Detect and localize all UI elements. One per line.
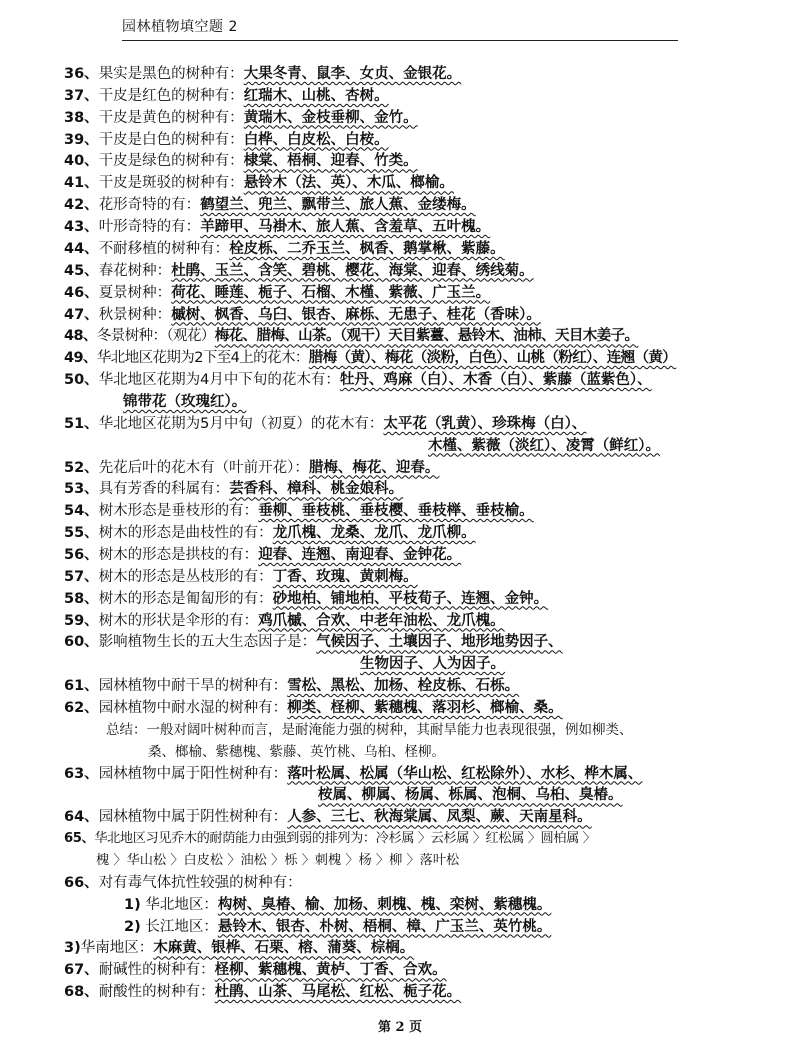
list-item: 57、树木的形态是丛枝形的有：丁香、玫瑰、黄刺梅。 [64, 568, 418, 585]
answer-text: 梅花、腊梅、山茶。（观干）天目紫薹、悬铃木、油柿、天目木姜子。 [214, 328, 639, 345]
list-item-continuation [123, 392, 246, 412]
list-item [64, 938, 414, 958]
answer-text: 大果冬青、鼠李、女贞、金银花。 [243, 66, 462, 82]
answer-text: 木麻黄、银桦、石栗、榕、蒲葵、棕榈。 [153, 940, 415, 957]
answer-text: 太平花（乳黄）、珍珠梅（白）、 [383, 415, 587, 432]
answer-text: 牡丹、鸡麻（白）、木香（白）、紫藤（蓝紫色）、 [339, 372, 652, 388]
page-header [122, 14, 678, 41]
list-item: 37、干皮是红色的树种有：红瑞木、山桃、杏树。 [64, 87, 389, 104]
item-number: 3) [64, 940, 81, 957]
answer-text: 鸡爪槭、合欢、中老年油松、龙爪槐。 [258, 612, 505, 629]
list-item: 47、秋景树种：槭树、枫香、乌臼、银杏、麻栎、无患子、桂花（香味）。 [64, 306, 541, 323]
answer-text: 腊梅、梅花、迎春。 [308, 459, 440, 476]
list-item: 64、园林植物中属于阴性树种有：人参、三七、秋海棠属、凤梨、蕨、天南星科。 [64, 809, 592, 826]
list-item-continuation [428, 436, 660, 456]
list-item: 39、干皮是白色的树种有：白桦、白皮松、白桉。 [64, 131, 389, 148]
list-item: 50、华北地区花期为4月中下旬的花木有：牡丹、鸡麻（白）、木香（白）、紫藤（蓝紫色）、 [64, 372, 652, 388]
list-item: 45、春花树种：杜鹃、玉兰、含笑、碧桃、樱花、海棠、迎春、绣线菊。 [64, 262, 534, 279]
answer-text: 白桦、白皮松、白桉。 [243, 131, 389, 148]
list-item-continuation [360, 654, 505, 674]
list-item: 55、树木的形态是曲枝性的有：龙爪槐、龙桑、龙爪、龙爪柳。 [64, 525, 476, 542]
answer-text: 荷花、睡莲、栀子、石榴、木槿、紫薇、广玉兰。 [171, 284, 491, 301]
answer-text: 锦带花（玫瑰红）。 [123, 393, 247, 410]
answer-text: 桉属、柳属、杨属、栎属、泡桐、乌桕、臭椿。 [318, 787, 623, 804]
answer-text: 棣棠、梧桐、迎春、竹类。 [243, 153, 418, 170]
sub-list-item: 1) 华北地区：构树、臭椿、榆、加杨、刺槐、槐、栾树、紫穗槐。 [124, 896, 552, 913]
answer-text: 雪松、黑松、加杨、栓皮栎、石栎。 [287, 678, 520, 695]
list-item: 40、干皮是绿色的树种有：棣棠、梧桐、迎春、竹类。 [64, 153, 418, 170]
answer-text: 黄瑞木、金枝垂柳、金竹。 [243, 109, 418, 126]
list-item: 66、对有毒气体抗性较强的树种有： [64, 874, 302, 891]
list-item: 42、花形奇特的有：鹤望兰、兜兰、飘带兰、旅人蕉、金缕梅。 [64, 197, 476, 214]
item-label: 耐碱性的树种有： [98, 962, 215, 979]
answer-text: 鹤望兰、兜兰、飘带兰、旅人蕉、金缕梅。 [200, 197, 476, 214]
answer-text: 柽柳、紫穗槐、黄栌、丁香、合欢。 [214, 962, 447, 979]
answer-text: 龙爪槐、龙桑、龙爪、龙爪柳。 [272, 525, 476, 542]
answer-text: 栓皮栎、二乔玉兰、枫香、鹅掌楸、紫藤。 [229, 240, 505, 257]
answer-text: 构树、臭椿、榆、加杨、刺槐、槐、栾树、紫穗槐。 [217, 896, 552, 913]
answer-text: 悬铃木、银杏、朴树、梧桐、樟、广玉兰、英竹桃。 [217, 918, 552, 935]
answer-text: 杜鹃、山茶、马尾松、红松、栀子花。 [214, 984, 462, 1001]
list-item: 59、树木的形状是伞形的有：鸡爪槭、合欢、中老年油松、龙爪槐。 [64, 612, 505, 629]
answer-text: 人参、三七、秋海棠属、凤梨、蕨、天南星科。 [287, 809, 592, 826]
list-item: 49、华北地区花期为2下至4上的花木：腊梅（黄）、梅花（淡粉，白色）、山桃（粉红）、连翘（黄） [64, 350, 677, 367]
answer-text: 悬铃木（法、英）、木瓜、榔榆。 [243, 175, 454, 192]
answer-text: 落叶松属、松属（华山松、红松除外）、水杉、桦木属、 [287, 765, 643, 782]
item-label: 耐酸性的树种有： [98, 984, 215, 1001]
item-label: 华南地区： [80, 940, 154, 957]
list-item-continuation: 槐 〉华山松 〉白皮松 〉油松 〉栎 〉刺槐 〉杨 〉柳 〉落叶松 [96, 853, 460, 868]
list-item: 54、树木形态是垂枝形的有：垂柳、垂枝桃、垂枝樱、垂枝榉、垂枝榆。 [64, 503, 534, 520]
answer-text: 木槿、紫薇（淡红）、凌霄（鲜红）。 [428, 437, 660, 454]
item-number: 67、 [64, 962, 99, 979]
answer-text: 垂柳、垂枝桃、垂枝樱、垂枝榉、垂枝榆。 [258, 503, 534, 520]
sub-list-item: 2) 长江地区：悬铃木、银杏、朴树、梧桐、樟、广玉兰、英竹桃。 [124, 918, 552, 935]
answer-text: 羊蹄甲、马褂木、旅人蕉、含羞草、五叶槐。 [200, 219, 491, 235]
list-item: 52、先花后叶的花木有（叶前开花）：腊梅、梅花、迎春。 [64, 459, 440, 476]
list-item: 60、影响植物生长的五大生态因子是：气候因子、土壤因子、地形地势因子、 [64, 634, 563, 651]
list-item: 38、干皮是黄色的树种有：黄瑞木、金枝垂柳、金竹。 [64, 109, 418, 126]
answer-text: 丁香、玫瑰、黄刺梅。 [272, 568, 418, 585]
answer-text: 迎春、连翘、南迎春、金钟花。 [258, 546, 462, 563]
list-item: 58、树木的形态是匍匐形的有：砂地柏、铺地柏、平枝荀子、连翘、金钟。 [64, 590, 549, 607]
summary-note-continuation: 桑、榔榆、紫穗槐、紫藤、英竹桃、乌桕、柽柳。 [148, 743, 445, 760]
answer-text: 芸香科、樟科、桃金娘科。 [229, 481, 404, 498]
answer-text: 砂地柏、铺地柏、平枝荀子、连翘、金钟。 [272, 590, 549, 607]
page-title: 园林植物填空题 2 [122, 19, 238, 35]
list-item: 43、叶形奇特的有：羊蹄甲、马褂木、旅人蕉、含羞草、五叶槐。 [64, 219, 491, 235]
list-item: 36、果实是黑色的树种有：大果冬青、鼠李、女贞、金银花。 [64, 66, 462, 82]
list-item [64, 982, 461, 1002]
list-item: 63、园林植物中属于阳性树种有：落叶松属、松属（华山松、红松除外）、水杉、桦木属、 [64, 765, 643, 782]
answer-text: 杜鹃、玉兰、含笑、碧桃、樱花、海棠、迎春、绣线菊。 [171, 262, 534, 279]
answer-text: 槭树、枫香、乌臼、银杏、麻栎、无患子、桂花（香味）。 [171, 306, 541, 323]
list-item: 41、干皮是斑驳的树种有：悬铃木（法、英）、木瓜、榔榆。 [64, 175, 454, 192]
answer-text: 气候因子、土壤因子、地形地势因子、 [316, 634, 563, 651]
list-item: 48、冬景树种：（观花）梅花、腊梅、山茶。（观干）天目紫薹、悬铃木、油柿、天目木姜子。 [64, 328, 639, 345]
list-item: 53、具有芳香的科属有：芸香科、樟科、桃金娘科。 [64, 481, 404, 498]
list-item: 61、园林植物中耐干旱的树种有：雪松、黑松、加杨、栓皮栎、石栎。 [64, 678, 520, 695]
page-number: 第 2 页 [377, 1020, 423, 1035]
list-item-continuation [318, 785, 623, 805]
answer-text: 腊梅（黄）、梅花（淡粉，白色）、山桃（粉红）、连翘（黄） [308, 350, 677, 367]
list-item: 65、华北地区习见乔木的耐荫能力由强到弱的排列为：冷杉属 〉云杉属 〉红松属 〉圆柏属 〉 [64, 831, 596, 847]
list-item [64, 960, 447, 980]
item-number: 68、 [64, 984, 99, 1001]
list-item: 44、不耐移植的树种有：栓皮栎、二乔玉兰、枫香、鹅掌楸、紫藤。 [64, 240, 505, 257]
answer-text: 柳类、柽柳、紫穗槐、落羽杉、榔榆、桑。 [287, 700, 563, 716]
summary-note: 总结：一般对阔叶树种而言，是耐淹能力强的树种，其耐旱能力也表现很强，例如柳类、 [106, 721, 633, 738]
list-item: 51、华北地区花期为5月中旬（初夏）的花木有：太平花（乳黄）、珍珠梅（白）、 [64, 415, 587, 432]
list-item: 46、夏景树种：荷花、睡莲、栀子、石榴、木槿、紫薇、广玉兰。 [64, 284, 491, 301]
list-item: 62、园林植物中耐水湿的树种有：柳类、柽柳、紫穗槐、落羽杉、榔榆、桑。 [64, 700, 563, 716]
list-item: 56、树木的形态是拱枝的有：迎春、连翘、南迎春、金钟花。 [64, 546, 462, 563]
answer-text: 红瑞木、山桃、杏树。 [243, 87, 389, 104]
answer-text: 生物因子、人为因子。 [360, 656, 505, 673]
